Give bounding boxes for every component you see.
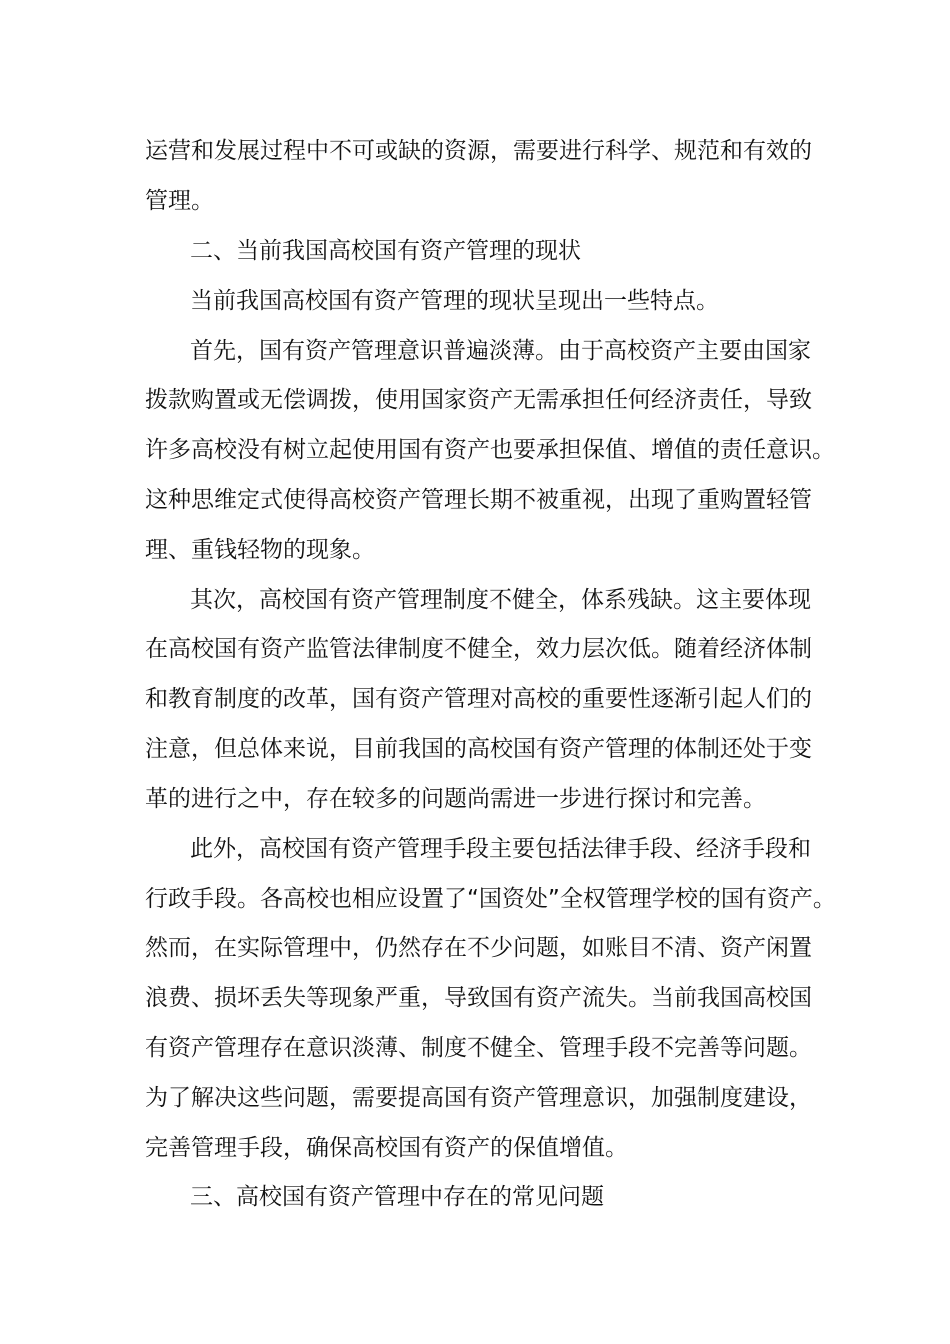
text-line: 当前我国高校国有资产管理的现状呈现出一些特点。 [190,288,719,314]
section-heading: 三、高校国有资产管理中存在的常见问题 [190,1184,604,1210]
text-line: 注意，但总体来说，目前我国的高校国有资产管理的体制还处于变 [145,736,812,762]
text-line: 其次，高校国有资产管理制度不健全，体系残缺。这主要体现 [190,587,811,613]
text-line: 理、重钱轻物的现象。 [145,537,375,563]
text-line: 革的进行之中，存在较多的问题尚需进一步进行探讨和完善。 [145,786,766,812]
text-line: 和教育制度的改革，国有资产管理对高校的重要性逐渐引起人们的 [145,686,812,712]
text-line: 有资产管理存在意识淡薄、制度不健全、管理手段不完善等问题。 [145,1035,812,1061]
text-line: 为了解决这些问题，需要提高国有资产管理意识，加强制度建设， [145,1085,812,1111]
text-line: 拨款购置或无偿调拨，使用国家资产无需承担任何经济责任，导致 [145,387,812,413]
text-line: 浪费、损坏丢失等现象严重，导致国有资产流失。当前我国高校国 [145,985,812,1011]
section-heading: 二、当前我国高校国有资产管理的现状 [190,238,581,264]
text-line: 许多高校没有树立起使用国有资产也要承担保值、增值的责任意识。 [145,437,835,463]
text-line: 完善管理手段，确保高校国有资产的保值增值。 [145,1135,628,1161]
text-line: 然而，在实际管理中，仍然存在不少问题，如账目不清、资产闲置 [145,935,812,961]
text-line: 首先，国有资产管理意识普遍淡薄。由于高校资产主要由国家 [190,338,811,364]
text-line: 在高校国有资产监管法律制度不健全，效力层次低。随着经济体制 [145,636,812,662]
text-line: 运营和发展过程中不可或缺的资源，需要进行科学、规范和有效的 [145,138,812,164]
text-line: 管理。 [145,188,214,214]
text-line: 行政手段。各高校也相应设置了“国资处”全权管理学校的国有资产。 [145,886,836,912]
text-line: 此外，高校国有资产管理手段主要包括法律手段、经济手段和 [190,836,811,862]
text-line: 这种思维定式使得高校资产管理长期不被重视，出现了重购置轻管 [145,487,812,513]
